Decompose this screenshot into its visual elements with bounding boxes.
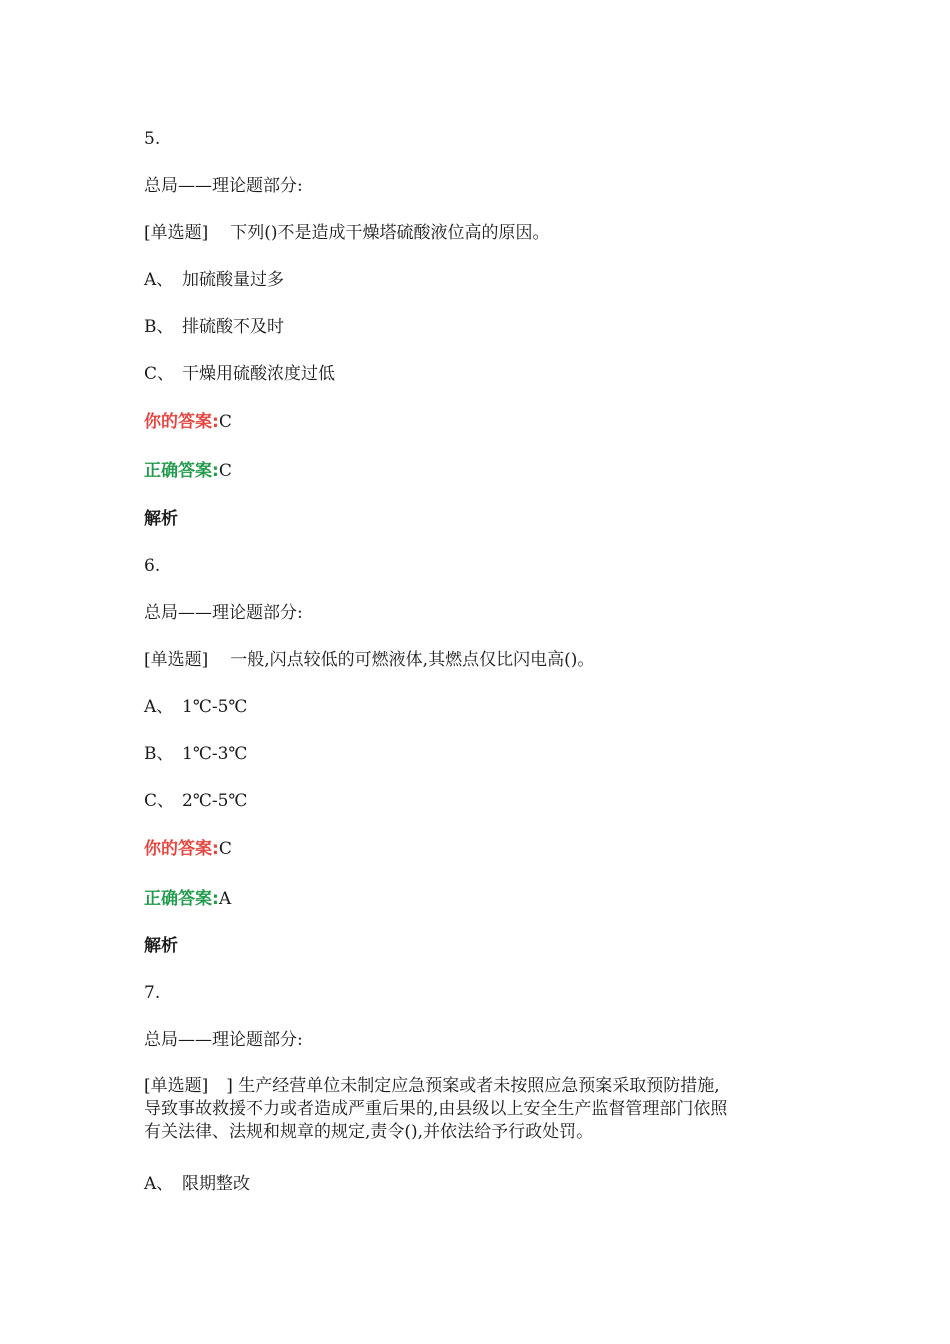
question-type-tag: [单选题] xyxy=(144,1076,209,1096)
option-text: 1℃-5℃ xyxy=(182,697,248,717)
option-letter: A、 xyxy=(144,697,174,717)
question-text: 一般,闪点较低的可燃液体,其燃点仅比闪电高()。 xyxy=(230,650,595,670)
section-title: 总局——理论题部分: xyxy=(144,176,303,196)
your-answer-label: 你的答案: xyxy=(144,412,219,432)
question-number: 5. xyxy=(144,129,161,149)
question-text: ] 生产经营单位未制定应急预案或者未按照应急预案采取预防措施, xyxy=(226,1076,720,1096)
option-b xyxy=(144,315,284,339)
question-text: 下列()不是造成干燥塔硫酸液位高的原因。 xyxy=(230,223,550,243)
option-c xyxy=(144,789,247,813)
question-type-tag: [单选题] xyxy=(144,223,209,243)
option-text: 排硫酸不及时 xyxy=(182,317,284,337)
correct-answer-value: A xyxy=(218,889,232,909)
option-b xyxy=(144,742,247,766)
option-letter: B、 xyxy=(144,744,174,764)
question-stem xyxy=(144,1075,824,1144)
question-stem-line xyxy=(144,1075,824,1098)
question-stem xyxy=(144,221,550,245)
option-a xyxy=(144,1172,250,1196)
section-title: 总局——理论题部分: xyxy=(144,603,303,623)
correct-answer-label: 正确答案: xyxy=(144,889,219,909)
option-c xyxy=(144,362,335,386)
option-letter: C、 xyxy=(144,791,175,811)
question-stem-line: 有关法律、法规和规章的规定,责令(),并依法给予行政处罚。 xyxy=(144,1122,594,1142)
question-stem xyxy=(144,648,594,672)
option-letter: C、 xyxy=(144,364,175,384)
option-a xyxy=(144,695,247,719)
option-letter: A、 xyxy=(144,270,174,290)
option-letter: B、 xyxy=(144,317,174,337)
question-stem-line: 导致事故救援不力或者造成严重后果的,由县级以上安全生产监督管理部门依照 xyxy=(144,1099,728,1119)
correct-answer-label: 正确答案: xyxy=(144,461,219,481)
correct-answer-value: C xyxy=(218,461,232,481)
question-number: 6. xyxy=(144,556,161,576)
section-title: 总局——理论题部分: xyxy=(144,1030,303,1050)
question-number: 7. xyxy=(144,983,161,1003)
your-answer-value: C xyxy=(218,839,232,859)
analysis-link[interactable]: 解析 xyxy=(144,509,178,529)
option-letter: A、 xyxy=(144,1174,174,1194)
analysis-link[interactable]: 解析 xyxy=(144,936,178,956)
option-text: 加硫酸量过多 xyxy=(182,270,284,290)
option-a xyxy=(144,268,284,292)
your-answer-value: C xyxy=(218,412,232,432)
your-answer-label: 你的答案: xyxy=(144,839,219,859)
option-text: 2℃-5℃ xyxy=(182,791,248,811)
correct-answer xyxy=(144,459,232,483)
your-answer xyxy=(144,410,232,434)
option-text: 干燥用硫酸浓度过低 xyxy=(182,364,335,384)
correct-answer xyxy=(144,887,231,911)
option-text: 1℃-3℃ xyxy=(182,744,248,764)
question-type-tag: [单选题] xyxy=(144,650,209,670)
your-answer xyxy=(144,837,232,861)
option-text: 限期整改 xyxy=(182,1174,250,1194)
